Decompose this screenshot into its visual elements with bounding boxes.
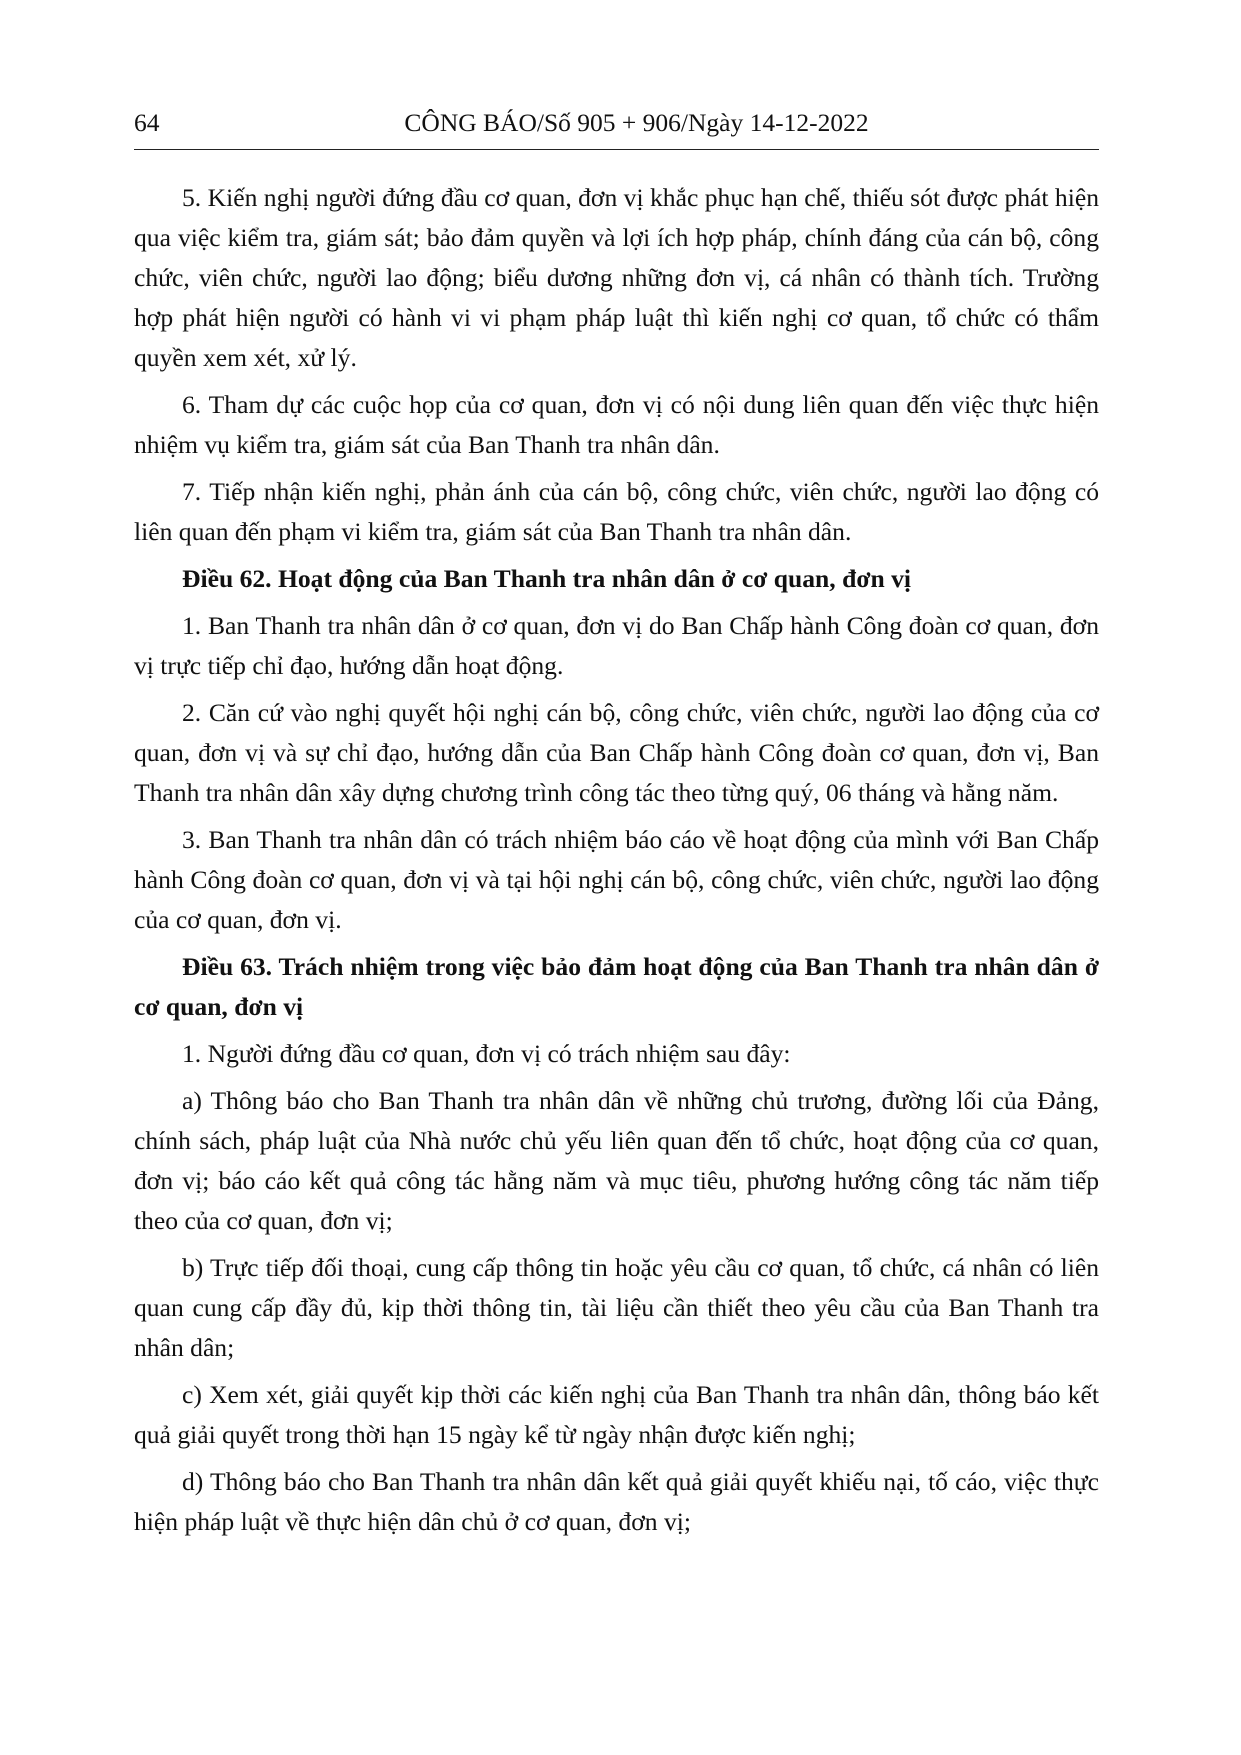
article-63-point-b: b) Trực tiếp đối thoại, cung cấp thông tin hoặc yêu cầu cơ quan, tổ chức, cá nhân có liên quan cung cấp đầy đủ, kịp thời thông tin, tài liệu cần thiết theo yêu cầu của Ban Thanh tra nhân dân; — [134, 1253, 1099, 1362]
header-rule — [134, 149, 1099, 150]
running-title: CÔNG BÁO/Số 905 + 906/Ngày 14-12-2022 — [404, 108, 869, 137]
article-62-heading: Điều 62. Hoạt động của Ban Thanh tra nhân dân ở cơ quan, đơn vị — [182, 564, 912, 593]
clause-7: 7. Tiếp nhận kiến nghị, phản ánh của cán bộ, công chức, viên chức, người lao động có liên quan đến phạm vi kiểm tra, giám sát của Ban Thanh tra nhân dân. — [134, 477, 1099, 546]
article-63-point-c: c) Xem xét, giải quyết kịp thời các kiến nghị của Ban Thanh tra nhân dân, thông báo kết quả giải quyết trong thời hạn 15 ngày kể từ ngày nhận được kiến nghị; — [134, 1380, 1099, 1449]
article-63-point-d: d) Thông báo cho Ban Thanh tra nhân dân kết quả giải quyết khiếu nại, tố cáo, việc thực hiện pháp luật về thực hiện dân chủ ở cơ quan, đơn vị; — [134, 1467, 1099, 1536]
article-62-clause-3: 3. Ban Thanh tra nhân dân có trách nhiệm báo cáo về hoạt động của mình với Ban Chấp hành Công đoàn cơ quan, đơn vị và tại hội nghị cán bộ, công chức, viên chức, người lao động của cơ quan, đơn vị. — [134, 825, 1099, 934]
page-header — [134, 108, 1099, 144]
article-62-clause-1: 1. Ban Thanh tra nhân dân ở cơ quan, đơn vị do Ban Chấp hành Công đoàn cơ quan, đơn vị trực tiếp chỉ đạo, hướng dẫn hoạt động. — [134, 611, 1099, 680]
clause-5: 5. Kiến nghị người đứng đầu cơ quan, đơn vị khắc phục hạn chế, thiếu sót được phát hiện qua việc kiểm tra, giám sát; bảo đảm quyền và lợi ích hợp pháp, chính đáng của cán bộ, công chức, viên chức, người lao động; biểu dương những đơn vị, cá nhân có thành tích. Trường hợp phát hiện người có hành vi vi phạm pháp luật thì kiến nghị cơ quan, tổ chức có thẩm quyền xem xét, xử lý. — [134, 183, 1099, 372]
article-63-clause-1: 1. Người đứng đầu cơ quan, đơn vị có trách nhiệm sau đây: — [182, 1039, 791, 1068]
article-62-clause-2: 2. Căn cứ vào nghị quyết hội nghị cán bộ, công chức, viên chức, người lao động của cơ quan, đơn vị và sự chỉ đạo, hướng dẫn của Ban Chấp hành Công đoàn cơ quan, đơn vị, Ban Thanh tra nhân dân xây dựng chương trình công tác theo từng quý, 06 tháng và hằng năm. — [134, 698, 1099, 807]
clause-6: 6. Tham dự các cuộc họp của cơ quan, đơn vị có nội dung liên quan đến việc thực hiện nhiệm vụ kiểm tra, giám sát của Ban Thanh tra nhân dân. — [134, 390, 1099, 459]
article-63-point-a: a) Thông báo cho Ban Thanh tra nhân dân về những chủ trương, đường lối của Đảng, chính sách, pháp luật của Nhà nước chủ yếu liên quan đến tổ chức, hoạt động của cơ quan, đơn vị; báo cáo kết quả công tác hằng năm và mục tiêu, phương hướng công tác năm tiếp theo của cơ quan, đơn vị; — [134, 1086, 1099, 1235]
page-number: 64 — [134, 108, 160, 137]
article-63-heading: Điều 63. Trách nhiệm trong việc bảo đảm hoạt động của Ban Thanh tra nhân dân ở cơ quan, đơn vị — [134, 952, 1099, 1021]
document-body — [134, 178, 1099, 1549]
